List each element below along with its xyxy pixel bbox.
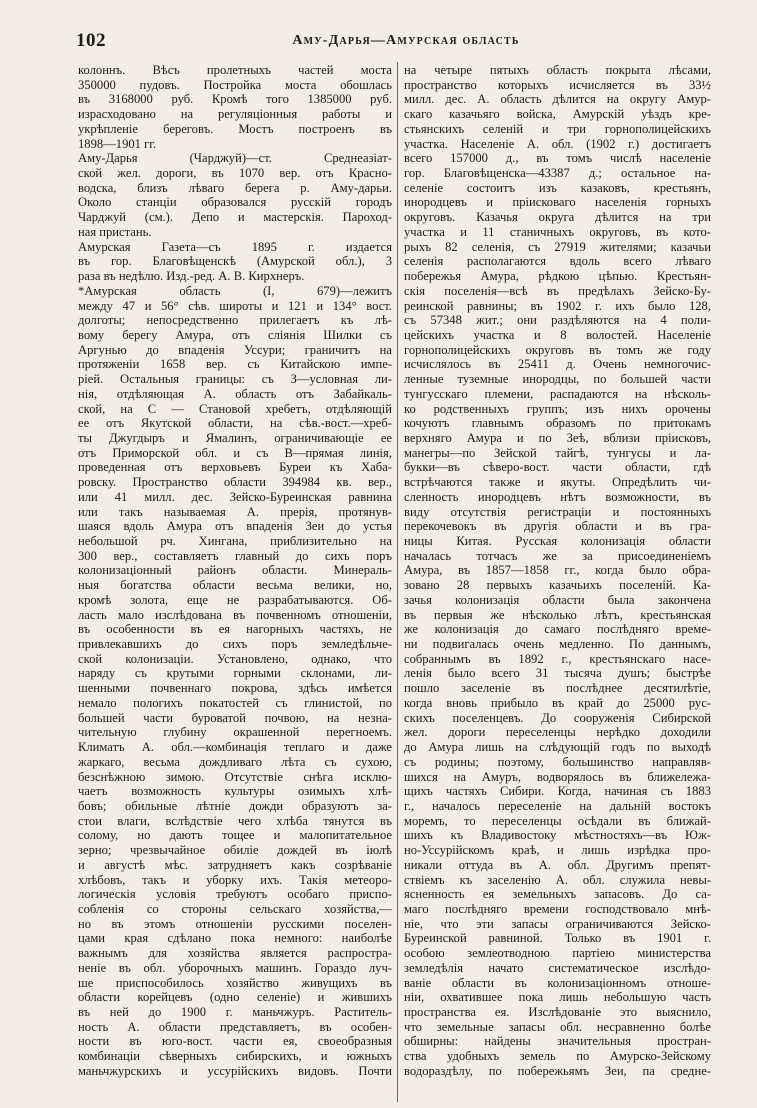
text-line: между 47 и 56° сѣв. широты и 121 и 134° вост. [78, 298, 392, 313]
text-line: началась тотчасъ же за присоединеніемъ [404, 548, 711, 563]
text-line: Около станціи образовался русскій городъ [78, 195, 392, 210]
text-line: ніе, что эти запасы ограничиваются Зейско- [404, 916, 711, 931]
text-line: исчислялось въ 25411 д. Очень немногочис- [404, 357, 711, 372]
text-line: когда вновь прибыло въ край до 25000 рус- [404, 695, 711, 710]
text-line: *Амурская область (I, 679)—лежитъ [78, 283, 392, 298]
text-line: ласть мало изслѣдована въ почвенномъ отношеніи, [78, 607, 392, 622]
text-line: зачья колонизація области была закончена [404, 592, 711, 607]
text-line: большей части буроватой почвою, на незна- [78, 710, 392, 725]
text-line: сленность инородцевъ нѣтъ возможности, въ [404, 489, 711, 504]
text-line: кромѣ золота, еще не разрабатываются. Об- [78, 592, 392, 607]
text-line: ленія было всего 31 тысяча душъ; быстрѣе [404, 666, 711, 681]
text-line: водска, близъ лѣваго берега р. Аму-дарьи. [78, 180, 392, 195]
text-line: букки—въ сѣверо-вост. части области, гдѣ [404, 460, 711, 475]
text-line: протяженіи 1658 вер. съ Китайскою импе- [78, 357, 392, 372]
text-line: цами края сдѣлано пока немного: наиболѣе [78, 931, 392, 946]
text-line: манегры—по Зейской тайгѣ, тунгусы и ла- [404, 445, 711, 460]
text-line: проведенная отъ верховьевъ Буреи къ Хаба- [78, 460, 392, 475]
text-line: 1898—1901 гг. [78, 136, 157, 151]
text-line: ріей. Остальныя границы: съ З—условная ли- [78, 372, 392, 387]
text-line: встрѣчаются также и якуты. Опредѣлить чи- [404, 475, 711, 490]
text-line: немало пологихъ покатостей съ глинистой, по [78, 695, 392, 710]
text-line: участка. Населеніе А. обл. (1902 г.) достигаетъ [404, 136, 711, 151]
text-line: щихъ частяхъ Сибири. Когда, начиная съ 1883 [404, 784, 711, 799]
text-line: въ первыя же нѣсколько лѣтъ, крестьянская [404, 607, 711, 622]
text-line: шенными почвеннаго покрова, здѣсь имѣется [78, 681, 392, 696]
text-line: участка и 11 станичныхъ округовъ, въ кото- [404, 224, 711, 239]
text-line: что земельные запасы обл. несравненно болѣе [404, 1019, 711, 1034]
text-line: тунгусскаго племени, распадаются на нѣсколь- [404, 386, 711, 401]
text-line: въ ней до 1900 г. маньчжуръ. Раститель- [78, 1005, 392, 1019]
text-line: пространства ея. Изслѣдованіе это выяснило, [404, 1005, 711, 1019]
text-line: ской жел. дороги, въ 1070 вер. отъ Красно- [78, 166, 392, 181]
text-line: кочуютъ главнымъ образомъ по притокамъ [404, 416, 711, 431]
text-line: ности въ юго-вост. части ея, своеобразныя [78, 1034, 392, 1049]
text-line: комбинаціи сѣверныхъ сибирскихъ, и южныхъ [78, 1049, 392, 1064]
page-number: 102 [76, 30, 106, 51]
text-line: ствіемъ къ заселенію А. обл. служила невы- [404, 872, 711, 887]
text-line: и августѣ мѣс. затрудняетъ какъ созрѣваніе [78, 857, 392, 872]
text-line: ства удобныхъ земель по Амурско-Зейскому [404, 1049, 711, 1064]
text-line: бовъ; обильные лѣтніе дожди образуютъ за- [78, 798, 392, 813]
text-line: безснѣжною зимою. Отсутствіе снѣга исклю- [78, 769, 392, 784]
text-line: всего 157000 д., въ томъ числѣ населеніе [404, 151, 711, 166]
text-line: реинской равнины; въ 1902 г. ихъ было 128, [404, 298, 711, 313]
text-line: селеніе состоитъ изъ казаковъ, крестьянъ, [404, 180, 711, 195]
text-line: цейскихъ участка и 8 волостей. Населеніе [404, 327, 711, 342]
text-line: горнополицейскихъ округовъ въ томъ же году [404, 342, 711, 357]
text-line: въ 3168000 руб. Кромѣ того 1385000 руб. [78, 92, 392, 107]
text-line: вому берегу Амура, отъ сліянія Шилки съ [78, 327, 392, 342]
text-line: зовано 28 первыхъ казачьихъ поселеній. Ка- [404, 578, 711, 593]
text-line: побережья Амура, рѣдкою цѣпью. Крестьян- [404, 269, 711, 284]
text-line: 300 вер., составляетъ главный до сихъ поръ [78, 548, 392, 563]
text-line: шаяся вдоль Амура отъ впаденія Зеи до устья [78, 519, 392, 534]
text-line: ты Джугдыръ и Ямалинъ, ограничивающіе ее [78, 430, 392, 445]
text-line: шихся на Амуръ, водворялось въ ближележа- [404, 769, 711, 784]
text-line: Климатъ А. обл.—комбинація теплаго и даже [78, 740, 392, 755]
text-line: ваніе области въ колонизаціонномъ отноше- [404, 975, 711, 990]
text-line: ленные туземные инородцы, по большей части [404, 372, 711, 387]
text-line: пространство которыхъ исчисляется въ 33½ [404, 77, 711, 92]
text-line: ность А. области представляетъ, въ особен- [78, 1019, 392, 1034]
text-line: виду отсутствія регистраціи и постоянныхъ [404, 504, 711, 519]
text-line: ная пристань. [78, 224, 152, 239]
text-line: логическія условія требуютъ особаго приспо- [78, 887, 392, 902]
running-head: Аму-Дарья—Амурская область [292, 33, 520, 48]
text-line: но-Уссурійскомъ краѣ, и лишь изрѣдка про- [404, 843, 711, 858]
text-line: маньчжурскихъ и уссурійскихъ видовъ. Почти [78, 1063, 392, 1078]
text-line: обширны: найдены значительныя простран- [404, 1034, 711, 1049]
text-line: чаетъ возможность культуры озимыхъ хлѣ- [78, 784, 392, 799]
text-line: области корейцевъ (одно селеніе) и жившихъ [78, 990, 392, 1005]
text-line: 350000 пудовъ. Постройка моста обошлась [78, 77, 392, 92]
text-line: земледѣлія начато систематическое изслѣдо- [404, 960, 711, 975]
text-line: ныя богатства области весьма велики, но, [78, 578, 392, 593]
text-line: важнымъ для хозяйства является распростра- [78, 946, 392, 961]
text-line: до Амура лишь на слѣдующій годъ по выходѣ [404, 740, 711, 755]
text-line: ее отъ Якутской области, на сѣв.-вост.—хреб- [78, 416, 392, 431]
column-divider [397, 62, 398, 1102]
text-line: въ гор. Благовѣщенскѣ (Амурской обл.), 3 [78, 254, 392, 269]
text-line: съ родины; поэтому, большинство направляв- [404, 754, 711, 769]
text-line: скаго казачьяго войска, Амурскій уѣздъ кре- [404, 107, 711, 122]
text-line: собраннымъ въ 1892 г., крестьянскаго насе- [404, 651, 711, 666]
text-line: скихъ поселенцевъ. До сооруженія Сибирской [404, 710, 711, 725]
text-line: солому, но даютъ тощее и малопитательное [78, 828, 392, 843]
text-line: или 41 милл. дес. Зейско-Буреинская равнина [78, 489, 392, 504]
text-line: округовъ. Казачья округа дѣлится на три [404, 210, 711, 225]
text-line: раза въ недѣлю. Изд.-ред. А. В. Кирхнеръ. [78, 269, 305, 284]
text-line: долготы; непосредственно прилегаетъ къ лѣ- [78, 313, 392, 328]
text-line: ше приспособилось хозяйство живущихъ въ [78, 975, 392, 990]
left-column [78, 63, 392, 1103]
text-line: хлѣбовъ, такъ и уборку ихъ. Такія метеоро- [78, 872, 392, 887]
text-line: ницы Китая. Русская колонизація области [404, 534, 711, 548]
text-line: шихъ къ Владивостоку мѣстностяхъ—въ Юж- [404, 828, 711, 843]
text-line: ровску. Пространство области 394984 кв. вер., [78, 475, 392, 490]
page-header [76, 30, 706, 54]
text-line: отъ Приморской обл. и съ В—прямая линія, [78, 445, 392, 460]
text-line: же колонизація до самаго послѣдняго време- [404, 622, 711, 637]
text-line: ни подвигалась очень медленно. По даннымъ, [404, 637, 711, 652]
text-line: ніи, охватившее пока лишь небольшую часть [404, 990, 711, 1005]
text-line: собленія со стороны сельскаго хозяйства,— [78, 901, 392, 916]
text-line: укрѣпленіе береговъ. Мостъ построенъ въ [78, 121, 392, 136]
text-line: маго послѣдняго времени господствовало мнѣ- [404, 901, 711, 916]
text-line: Аму-Дарья (Чарджуй)—ст. Среднеазіат- [78, 151, 392, 166]
text-line: г., началось переселеніе на дальній востокъ [404, 798, 711, 813]
text-line: наряду съ крутыми горными склонами, ли- [78, 666, 392, 681]
text-line: колоннъ. Вѣсъ пролетныхъ частей моста [78, 63, 392, 77]
text-line: Амурская Газета—съ 1895 г. издается [78, 239, 392, 254]
text-line: ской, на С — Становой хребетъ, отдѣляющій [78, 401, 392, 416]
text-line: въ особенности въ ея нагорныхъ частяхъ, не [78, 622, 392, 637]
text-line: Аргунью до впаденія Уссури; граничитъ на [78, 342, 392, 357]
text-line: неніе въ обл. уборочныхъ машинъ. Гораздо луч- [78, 960, 392, 975]
text-line: небольшой рч. Хингана, приблизительно на [78, 534, 392, 548]
text-line: съ 57348 жит.; они раздѣляются на 4 поли- [404, 313, 711, 328]
text-line: ясненность ея земельныхъ запасовъ. До са- [404, 887, 711, 902]
text-line: зерно; чрезвычайное обиліе дождей въ іюлѣ [78, 843, 392, 858]
text-line: жаркаго, весьма дождливаго лѣта съ сухою, [78, 754, 392, 769]
text-line: или такъ называемая А. прерія, протянув- [78, 504, 392, 519]
right-column [404, 63, 711, 1103]
text-line: Чарджуй (см.). Депо и мастерскія. Пароход- [78, 210, 392, 225]
text-line: скія поселенія—всѣ въ предѣлахъ Зейско-Бу- [404, 283, 711, 298]
text-line: рыхъ 82 селенія, съ 27919 жителями; казачьи [404, 239, 711, 254]
text-line: особою землеотводною партіею министерства [404, 946, 711, 961]
text-line: ко родственныхъ группъ; изъ нихъ орочены [404, 401, 711, 416]
text-line: но въ этомъ отношеніи русскими поселен- [78, 916, 392, 931]
text-line: Буреинской равниной. Только въ 1901 г. [404, 931, 711, 946]
text-line: верхняго Амура и по Зеѣ, вблизи пріисковъ, [404, 430, 711, 445]
text-line: перекочевокъ въ другія области и въ гра- [404, 519, 711, 534]
text-line: селенія располагаются вдоль всего лѣваго [404, 254, 711, 269]
text-line: стои влаги, вслѣдствіе чего хлѣба тянутся въ [78, 813, 392, 828]
text-line: стьянскихъ селеній и три горнополицейскихъ [404, 121, 711, 136]
text-line: инородцевъ и пріисковаго населенія горныхъ [404, 195, 711, 210]
text-line: чительную глубину окрашенной перегноемъ. [78, 725, 392, 740]
text-line: нія, отдѣляющая А. область отъ Забайкаль- [78, 386, 392, 401]
text-line: милл. дес. А. область дѣлится на округу Амур- [404, 92, 711, 107]
text-line: жел. дороги переселенцы нерѣдко доходили [404, 725, 711, 740]
text-line: гор. Благовѣщенска—43387 д.; остальное на- [404, 166, 711, 181]
text-line: израсходовано на регуляціонныя работы и [78, 107, 392, 122]
text-line: пошло заселеніе въ послѣднее десятилѣтіе, [404, 681, 711, 696]
text-line: на четыре пятыхъ область покрыта лѣсами, [404, 63, 711, 77]
text-line: колонизаціонный районъ области. Минераль- [78, 563, 392, 578]
text-line: Амура, въ 1857—1858 гг., когда было обра- [404, 563, 711, 578]
text-line: ской колонизаціи. Установлено, однако, что [78, 651, 392, 666]
text-line: водораздѣлу, по побережьямъ Зеи, па средне- [404, 1063, 711, 1078]
text-line: привлекавшихъ до сихъ поръ земледѣльче- [78, 637, 392, 652]
text-line: моремъ, то переселенцы осѣдали въ ближай- [404, 813, 711, 828]
text-line: никали оттуда въ А. обл. Другимъ препят- [404, 857, 711, 872]
